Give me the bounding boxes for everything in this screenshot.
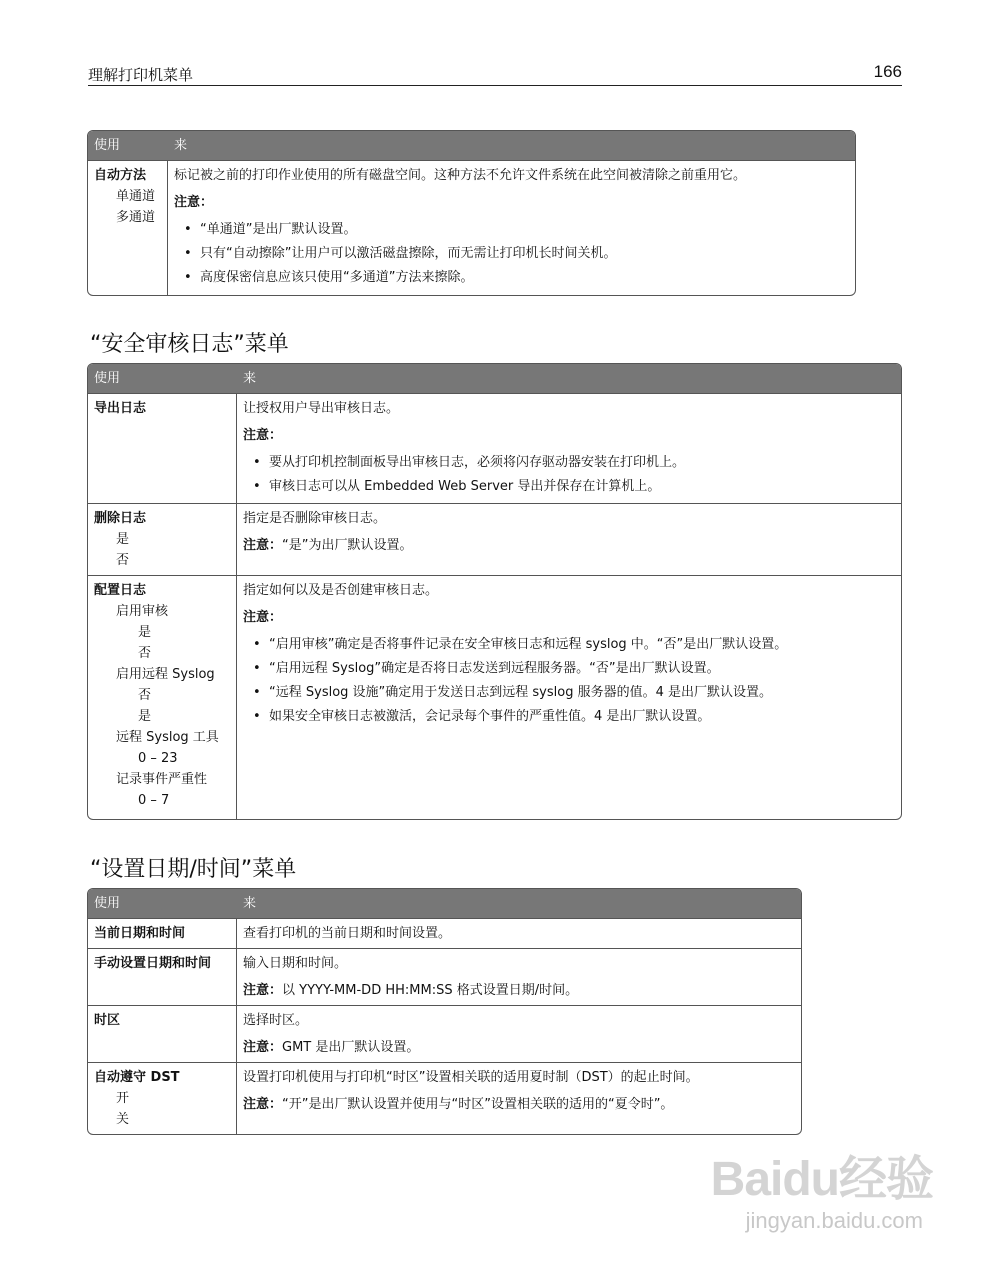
- submenu-item: 启用远程 Syslog: [116, 667, 215, 682]
- table-row: [88, 1005, 801, 1062]
- menu-item-name: 自动方法: [94, 168, 147, 183]
- list-item: • 如果安全审核日志被激活，会记录每个事件的严重性值。4 是出厂默认设置。: [243, 706, 895, 727]
- menu-item-name: 时区: [94, 1013, 121, 1028]
- menu-option: 否: [138, 646, 152, 661]
- list-item: • “远程 Syslog 设施”确定用于发送日志到远程 syslog 服务器的值。4 是出厂默认设置。: [243, 682, 895, 703]
- menu-item-name: 自动遵守 DST: [94, 1070, 180, 1085]
- row-description: 标记被之前的打印作业使用的所有磁盘空间。这种方法不允许文件系统在此空间被清除之前重用它。: [174, 168, 747, 183]
- menu-option: 开: [116, 1091, 130, 1106]
- note-text: 以 YYYY-MM-DD HH:MM:SS 格式设置日期/时间。: [282, 983, 579, 998]
- audit-log-table: [87, 363, 902, 820]
- menu-item-name: 导出日志: [94, 401, 147, 416]
- note-label: 注意：: [243, 538, 283, 553]
- menu-option: 是: [116, 532, 130, 547]
- row-description: 让授权用户导出审核日志。: [243, 401, 400, 416]
- menu-option: 是: [138, 709, 152, 724]
- menu-option: 否: [138, 688, 152, 703]
- row-description: 查看打印机的当前日期和时间设置。: [243, 926, 452, 941]
- list-item: • “启用远程 Syslog”确定是否将日志发送到远程服务器。“否”是出厂默认设置。: [243, 658, 895, 679]
- menu-option: 多通道: [116, 210, 156, 225]
- menu-item-name: 删除日志: [94, 511, 147, 526]
- menu-option: 否: [116, 553, 130, 568]
- table-header: [88, 131, 855, 160]
- table-header: [88, 889, 801, 918]
- menu-option: 0 – 23: [138, 751, 178, 766]
- note-list: [243, 452, 895, 497]
- list-item: • “单通道”是出厂默认设置。: [174, 219, 849, 240]
- col-header-for: 来: [174, 138, 188, 153]
- watermark-logo: Baidu经验: [710, 1153, 933, 1206]
- note-text: GMT 是出厂默认设置。: [282, 1040, 420, 1055]
- col-header-use: 使用: [94, 896, 121, 911]
- row-description: 输入日期和时间。: [243, 956, 348, 971]
- baidu-watermark: [693, 1140, 933, 1260]
- note-label: 注意：: [174, 195, 214, 210]
- col-header-for: 来: [243, 896, 257, 911]
- list-item: • 只有“自动擦除”让用户可以激活磁盘擦除，而无需让打印机长时间关机。: [174, 243, 849, 264]
- table-row: [88, 948, 801, 1005]
- table-row: [88, 160, 855, 295]
- note-label: 注意：: [243, 1040, 283, 1055]
- watermark-url: jingyan.baidu.com: [745, 1208, 923, 1233]
- note-list: [243, 634, 895, 727]
- section-heading-audit: “安全审核日志”菜单: [90, 332, 289, 357]
- note-label: 注意：: [243, 1097, 283, 1112]
- note-text: “是”为出厂默认设置。: [282, 538, 413, 553]
- list-item: • 审核日志可以从 Embedded Web Server 导出并保存在计算机上。: [243, 476, 895, 497]
- header-title: 理解打印机菜单: [88, 66, 194, 84]
- list-item: • 高度保密信息应该只使用“多通道”方法来擦除。: [174, 267, 849, 288]
- table-header: [88, 364, 901, 393]
- row-description: 选择时区。: [243, 1013, 309, 1028]
- menu-option: 0 – 7: [138, 793, 170, 808]
- section-heading-datetime: “设置日期/时间”菜单: [90, 857, 297, 882]
- menu-option: 单通道: [116, 189, 156, 204]
- row-description: 指定是否删除审核日志。: [243, 511, 387, 526]
- col-header-use: 使用: [94, 371, 121, 386]
- note-label: 注意：: [243, 983, 283, 998]
- note-label: 注意：: [243, 428, 283, 443]
- menu-option: 是: [138, 625, 152, 640]
- col-header-for: 来: [243, 371, 257, 386]
- page-number: 166: [873, 62, 902, 81]
- note-list: [174, 219, 849, 288]
- menu-item-name: 配置日志: [94, 583, 147, 598]
- row-description: 指定如何以及是否创建审核日志。: [243, 583, 439, 598]
- table-row: [88, 393, 901, 503]
- table-row: [88, 503, 901, 575]
- page-header: [88, 62, 902, 86]
- list-item: • 要从打印机控制面板导出审核日志，必须将闪存驱动器安装在打印机上。: [243, 452, 895, 473]
- menu-option: 关: [116, 1112, 130, 1127]
- note-label: 注意：: [243, 610, 283, 625]
- menu-item-name: 手动设置日期和时间: [94, 956, 212, 971]
- row-description: 设置打印机使用与打印机“时区”设置相关联的适用夏时制（DST）的起止时间。: [243, 1070, 699, 1085]
- table-row: [88, 1062, 801, 1134]
- table-row: [88, 918, 801, 948]
- datetime-table: [87, 888, 802, 1135]
- submenu-item: 启用审核: [116, 604, 169, 619]
- list-item: • “启用审核”确定是否将事件记录在安全审核日志和远程 syslog 中。“否”是出厂默认设置。: [243, 634, 895, 655]
- submenu-item: 远程 Syslog 工具: [116, 730, 219, 745]
- table-row: [88, 575, 901, 819]
- col-header-use: 使用: [94, 138, 121, 153]
- wipe-method-table: [87, 130, 856, 296]
- menu-item-name: 当前日期和时间: [94, 926, 186, 941]
- note-text: “开”是出厂默认设置并使用与“时区”设置相关联的适用的“夏令时”。: [282, 1097, 674, 1112]
- submenu-item: 记录事件严重性: [116, 772, 208, 787]
